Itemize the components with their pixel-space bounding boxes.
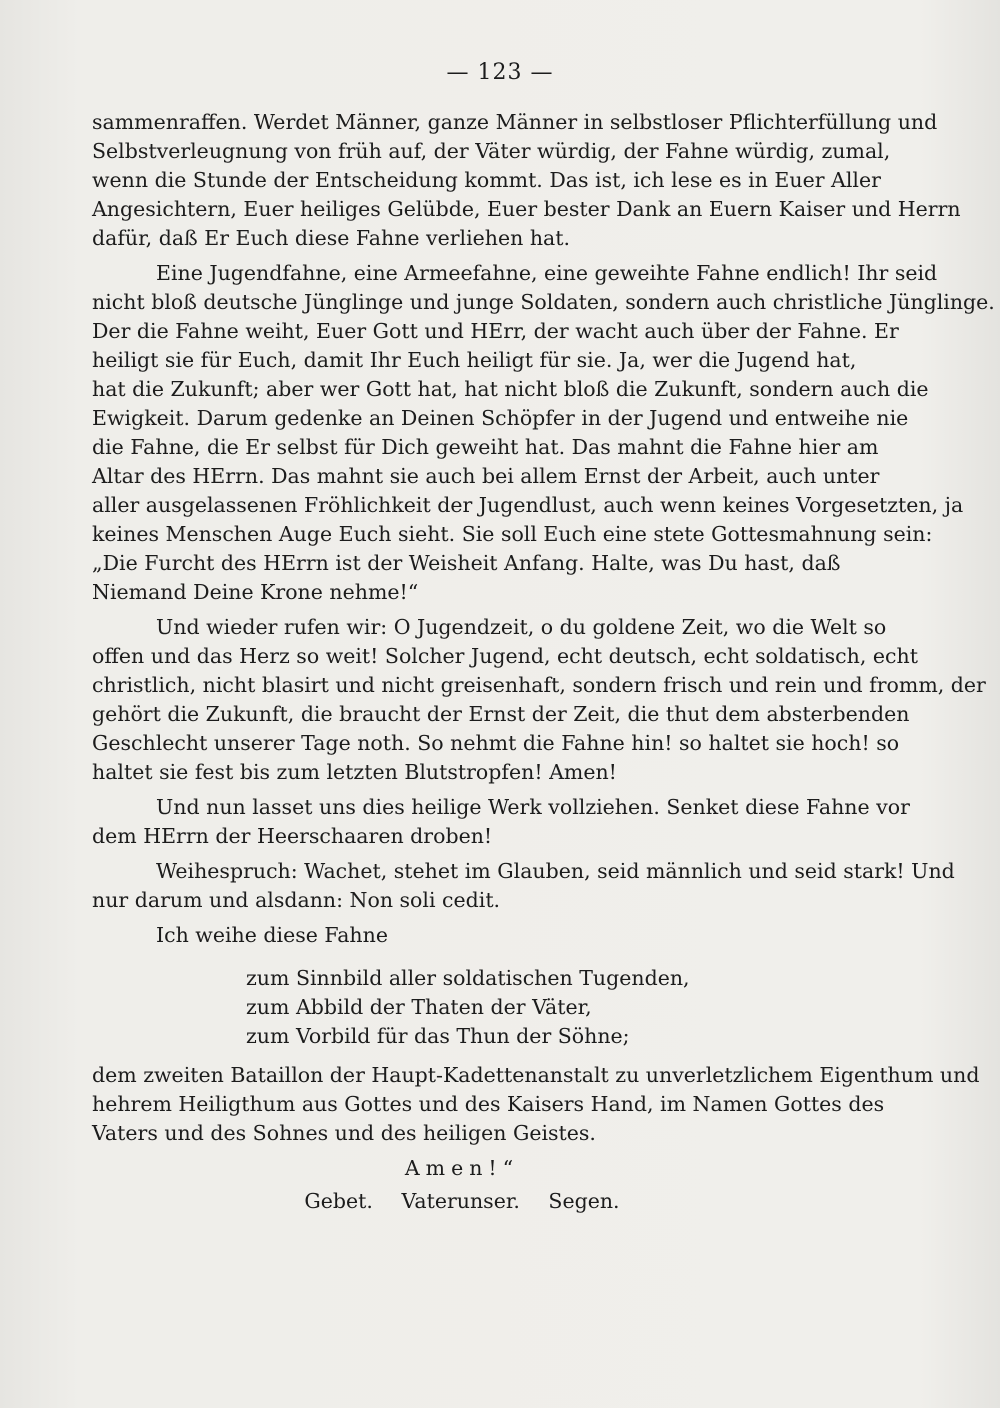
text-line: hat die Zukunft; aber wer Gott hat, hat nicht bloß die Zukunft, sondern auch die: [92, 377, 929, 401]
text-line: keines Menschen Auge Euch sieht. Sie soll Euch eine stete Gottesmahnung sein:: [92, 522, 933, 546]
text-line: Geschlecht unserer Tage noth. So nehmt die Fahne hin! so haltet sie hoch! so: [92, 731, 900, 755]
text-line: dafür, daß Er Euch diese Fahne verliehen hat.: [92, 226, 570, 250]
text-line: Selbstverleugnung von früh auf, der Väter würdig, der Fahne würdig, zumal,: [92, 139, 891, 163]
text-line: Ich weihe diese Fahne: [156, 923, 388, 947]
body-text: [92, 108, 995, 1216]
text-line: sammenraffen. Werdet Männer, ganze Männer in selbstloser Pflichterfüllung und: [92, 110, 938, 134]
text-line: wenn die Stunde der Entscheidung kommt. Das ist, ich lese es in Euer Aller: [92, 168, 881, 192]
dedication-line: hehrem Heiligthum aus Gottes und des Kaisers Hand, im Namen Gottes des: [92, 1092, 885, 1116]
text-line: Und wieder rufen wir: O Jugendzeit, o du goldene Zeit, wo die Welt so: [156, 615, 887, 639]
text-line: christlich, nicht blasirt und nicht greisenhaft, sondern frisch und rein und fromm, der: [92, 673, 986, 697]
text-line: „Die Furcht des HErrn ist der Weisheit Anfang. Halte, was Du hast, daß: [92, 551, 841, 575]
dedication-paragraph: [92, 1061, 980, 1148]
paragraph: [92, 793, 910, 851]
text-line: dem HErrn der Heerschaaren droben!: [92, 824, 493, 848]
text-line: aller ausgelassenen Fröhlichkeit der Jugendlust, auch wenn keines Vorgesetzten, ja: [92, 493, 964, 517]
amen-line: Amen!“: [404, 1156, 520, 1180]
page-number: — 123 —: [446, 60, 554, 85]
text-line: Und nun lasset uns dies heilige Werk vollziehen. Senket diese Fahne vor: [156, 795, 910, 819]
text-line: nur darum und alsdann: Non soli cedit.: [92, 888, 501, 912]
text-line: Weihespruch: Wachet, stehet im Glauben, seid männlich und seid stark! Und: [156, 859, 955, 883]
text-line: Der die Fahne weiht, Euer Gott und HErr, der wacht auch über der Fahne. Er: [92, 319, 899, 343]
paragraph: [92, 857, 955, 915]
paragraph: [92, 108, 961, 253]
paragraph: [92, 921, 832, 950]
oath-line: zum Abbild der Thaten der Väter,: [246, 995, 592, 1019]
paragraphs: [92, 108, 995, 950]
text-line: die Fahne, die Er selbst für Dich geweiht hat. Das mahnt die Fahne hier am: [92, 435, 879, 459]
text-line: Altar des HErrn. Das mahnt sie auch bei allem Ernst der Arbeit, auch unter: [92, 464, 880, 488]
paragraph: [92, 613, 986, 787]
paragraph: [92, 259, 995, 607]
text-line: Eine Jugendfahne, eine Armeefahne, eine geweihte Fahne endlich! Ihr seid: [156, 261, 938, 285]
text-line: gehört die Zukunft, die braucht der Ernst der Zeit, die thut dem absterbenden: [92, 702, 910, 726]
text-line: haltet sie fest bis zum letzten Blutstropfen! Amen!: [92, 760, 617, 784]
text-line: Niemand Deine Krone nehme!“: [92, 580, 419, 604]
dedication-line: dem zweiten Bataillon der Haupt-Kadettenanstalt zu unverletzlichem Eigenthum und: [92, 1063, 980, 1087]
text-line: heiligt sie für Euch, damit Ihr Euch heiligt für sie. Ja, wer die Jugend hat,: [92, 348, 857, 372]
text-line: Angesichtern, Euer heiliges Gelübde, Euer bester Dank an Euern Kaiser und Herrn: [92, 197, 961, 221]
text-line: offen und das Herz so weit! Solcher Jugend, echt deutsch, echt soldatisch, echt: [92, 644, 918, 668]
closing-line: Gebet. Vaterunser. Segen.: [304, 1189, 620, 1213]
oath-line: zum Vorbild für das Thun der Söhne;: [246, 1024, 630, 1048]
oath-block: [246, 964, 832, 1051]
text-line: nicht bloß deutsche Jünglinge und junge Soldaten, sondern auch christliche Jünglinge.: [92, 290, 995, 314]
oath-line: zum Sinnbild aller soldatischen Tugenden,: [246, 966, 690, 990]
dedication-line: Vaters und des Sohnes und des heiligen Geistes.: [92, 1121, 596, 1145]
text-line: Ewigkeit. Darum gedenke an Deinen Schöpfer in der Jugend und entweihe nie: [92, 406, 909, 430]
